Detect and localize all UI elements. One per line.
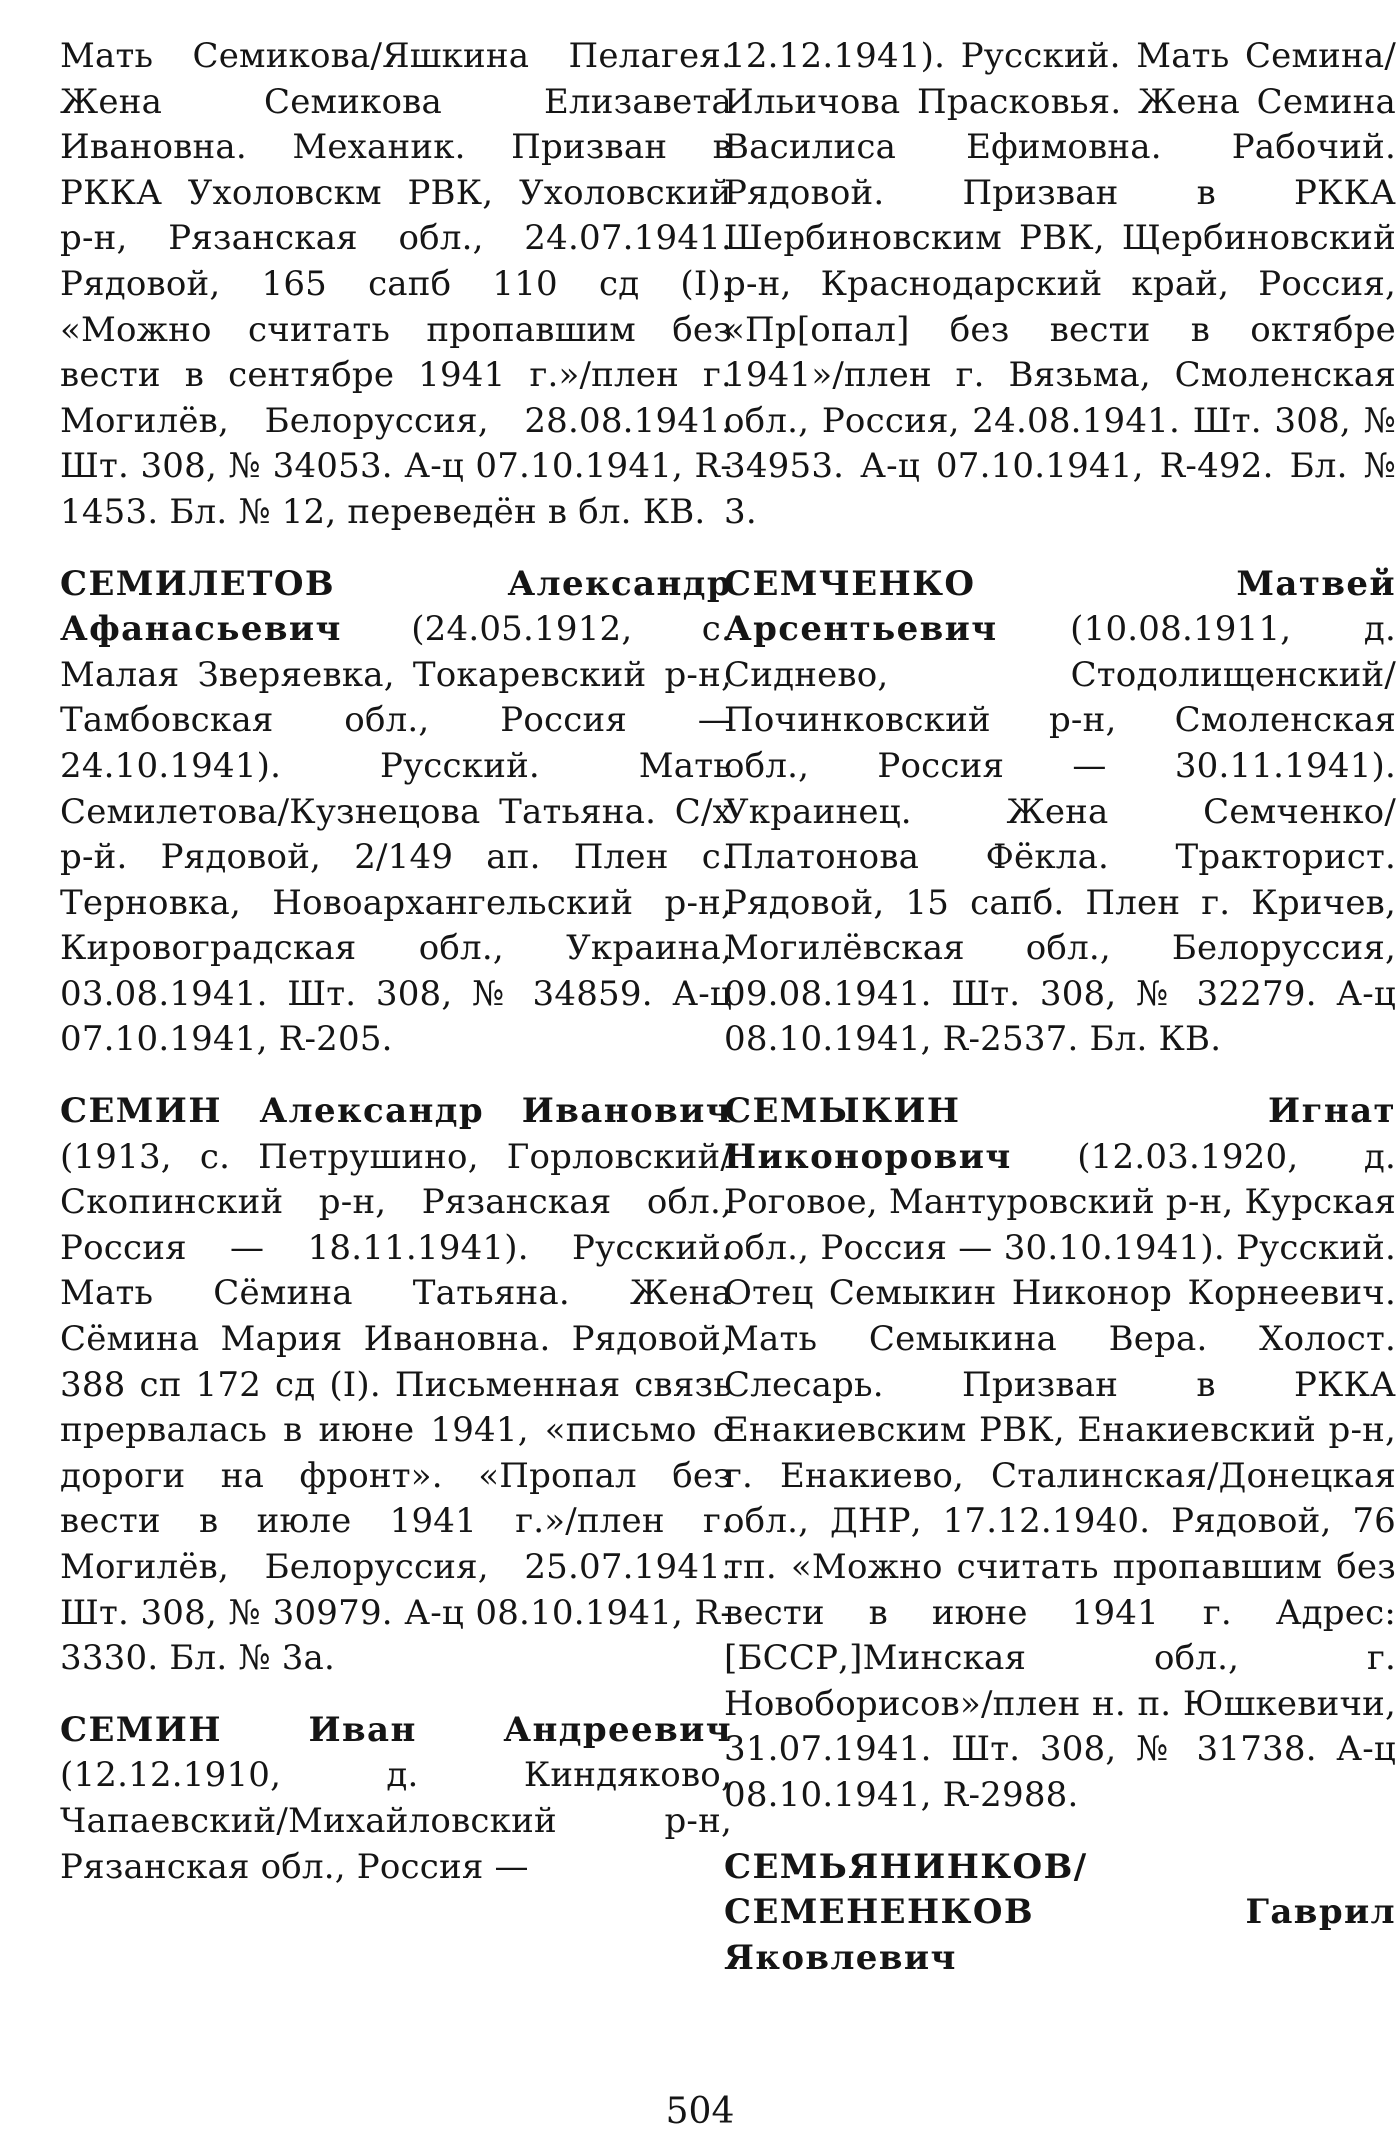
entry-text: (12.12.1910, д. Киндяково, Чапаевский/Михайловский р-н, Рязанская обл., Россия — xyxy=(60,1755,732,1887)
entry-name: СЕМЫКИН Игнат Никонорович xyxy=(724,1091,1396,1177)
entry-semyaninkov xyxy=(724,1845,1396,1982)
right-column xyxy=(724,34,1396,2074)
entry-name: СЕМЬЯНИНКОВ/СЕМЕНЕНКОВ Гаврил Яковлевич xyxy=(724,1846,1396,1978)
entry-semin-aleksandr xyxy=(60,1089,732,1682)
entry-semykin xyxy=(724,1089,1396,1819)
entry-name: СЕМЧЕНКО Матвей Арсентьевич xyxy=(724,563,1396,650)
entry-text: (1913, с. Петрушино, Горловский/Скопинский р-н, Рязанская обл., Россия — 18.11.1941). Русский. Мать Сёмина Татьяна. Жена Сёмина Мария Ивановна. Рядовой, 388 сп 172 сд (I). Письменная связь прервалась в июне 1941, «письмо с дороги на фронт». «Пропал без вести в июле 1941 г.»/плен г. Могилёв, Белоруссия, 25.07.1941. Шт. 308, № 30979. А-ц 08.10.1941, R-3330. Бл. № 3а. xyxy=(60,1136,732,1679)
entry-semin-ivan xyxy=(60,1708,732,1890)
entry-text: 12.12.1941). Русский. Мать Семина/Ильичова Прасковья. Жена Семина Василиса Ефимовна. Рабочий. Рядовой. Призван в РККА Шербиновским РВК, Щербиновский р-н, Краснодарский край, Россия, «Пр[опал] без вести в октябре 1941»/плен г. Вязьма, Смоленская обл., Россия, 24.08.1941. Шт. 308, № 34953. А-ц 07.10.1941, R-492. Бл. № 3. xyxy=(724,36,1396,532)
entry-name: СЕМИЛЕТОВ Александр Афанасьевич xyxy=(60,563,732,650)
entry-semin-ivan-continued xyxy=(724,34,1396,536)
entry-text: (24.05.1912, с. Малая Зверяевка, Токаревский р-н, Тамбовская обл., Россия — 24.10.1941). Русский. Мать Семилетова/Кузнецова Татьяна. С/х р-й. Рядовой, 2/149 ап. Плен с. Терновка, Новоархангельский р-н, Кировоградская обл., Украина, 03.08.1941. Шт. 308, № 34859. А-ц 07.10.1941, R-205. xyxy=(60,609,732,1060)
entry-semchenko xyxy=(724,562,1396,1064)
entry-text: (10.08.1911, д. Сиднево, Стодолищенский/Починковский р-н, Смоленская обл., Россия — 30.11.1941). Украинец. Жена Семченко/Платонова Фёкла. Тракторист. Рядовой, 15 сапб. Плен г. Кричев, Могилёвская обл., Белоруссия, 09.08.1941. Шт. 308, № 32279. А-ц 08.10.1941, R-2537. Бл. КВ. xyxy=(724,609,1396,1060)
entry-semiletov xyxy=(60,562,732,1064)
entry-text: (12.03.1920, д. Роговое, Мантуровский р-н, Курская обл., Россия — 30.10.1941). Русский. Отец Семыкин Никонор Корнеевич. Мать Семыкина Вера. Холост. Слесарь. Призван в РККА Енакиевским РВК, Енакиевский р-н, г. Енакиево, Сталинская/Донецкая обл., ДНР, 17.12.1940. Рядовой, 76 тп. «Можно считать пропавшим без вести в июне 1941 г. Адрес: [БССР,]Минская обл., г. Новоборисов»/плен н. п. Юшкевичи, 31.07.1941. Шт. 308, № 31738. А-ц 08.10.1941, R-2988. xyxy=(724,1136,1396,1815)
entry-name: СЕМИН Иван Андреевич xyxy=(60,1709,732,1750)
entry-continuation xyxy=(60,34,732,536)
left-column xyxy=(60,34,732,2074)
entry-name: СЕМИН Александр Иванович xyxy=(60,1091,732,1132)
page-number: 504 xyxy=(665,2091,735,2132)
entry-text: Мать Семикова/Яшкина Пелагея. Жена Семикова Елизавета Ивановна. Механик. Призван в РККА Ухоловскм РВК, Ухоловский р-н, Рязанская обл., 24.07.1941. Рядовой, 165 сапб 110 сд (I). «Можно считать пропавшим без вести в сентябре 1941 г.»/плен г. Могилёв, Белоруссия, 28.08.1941. Шт. 308, № 34053. А-ц 07.10.1941, R-1453. Бл. № 12, переведён в бл. КВ. xyxy=(60,36,732,532)
